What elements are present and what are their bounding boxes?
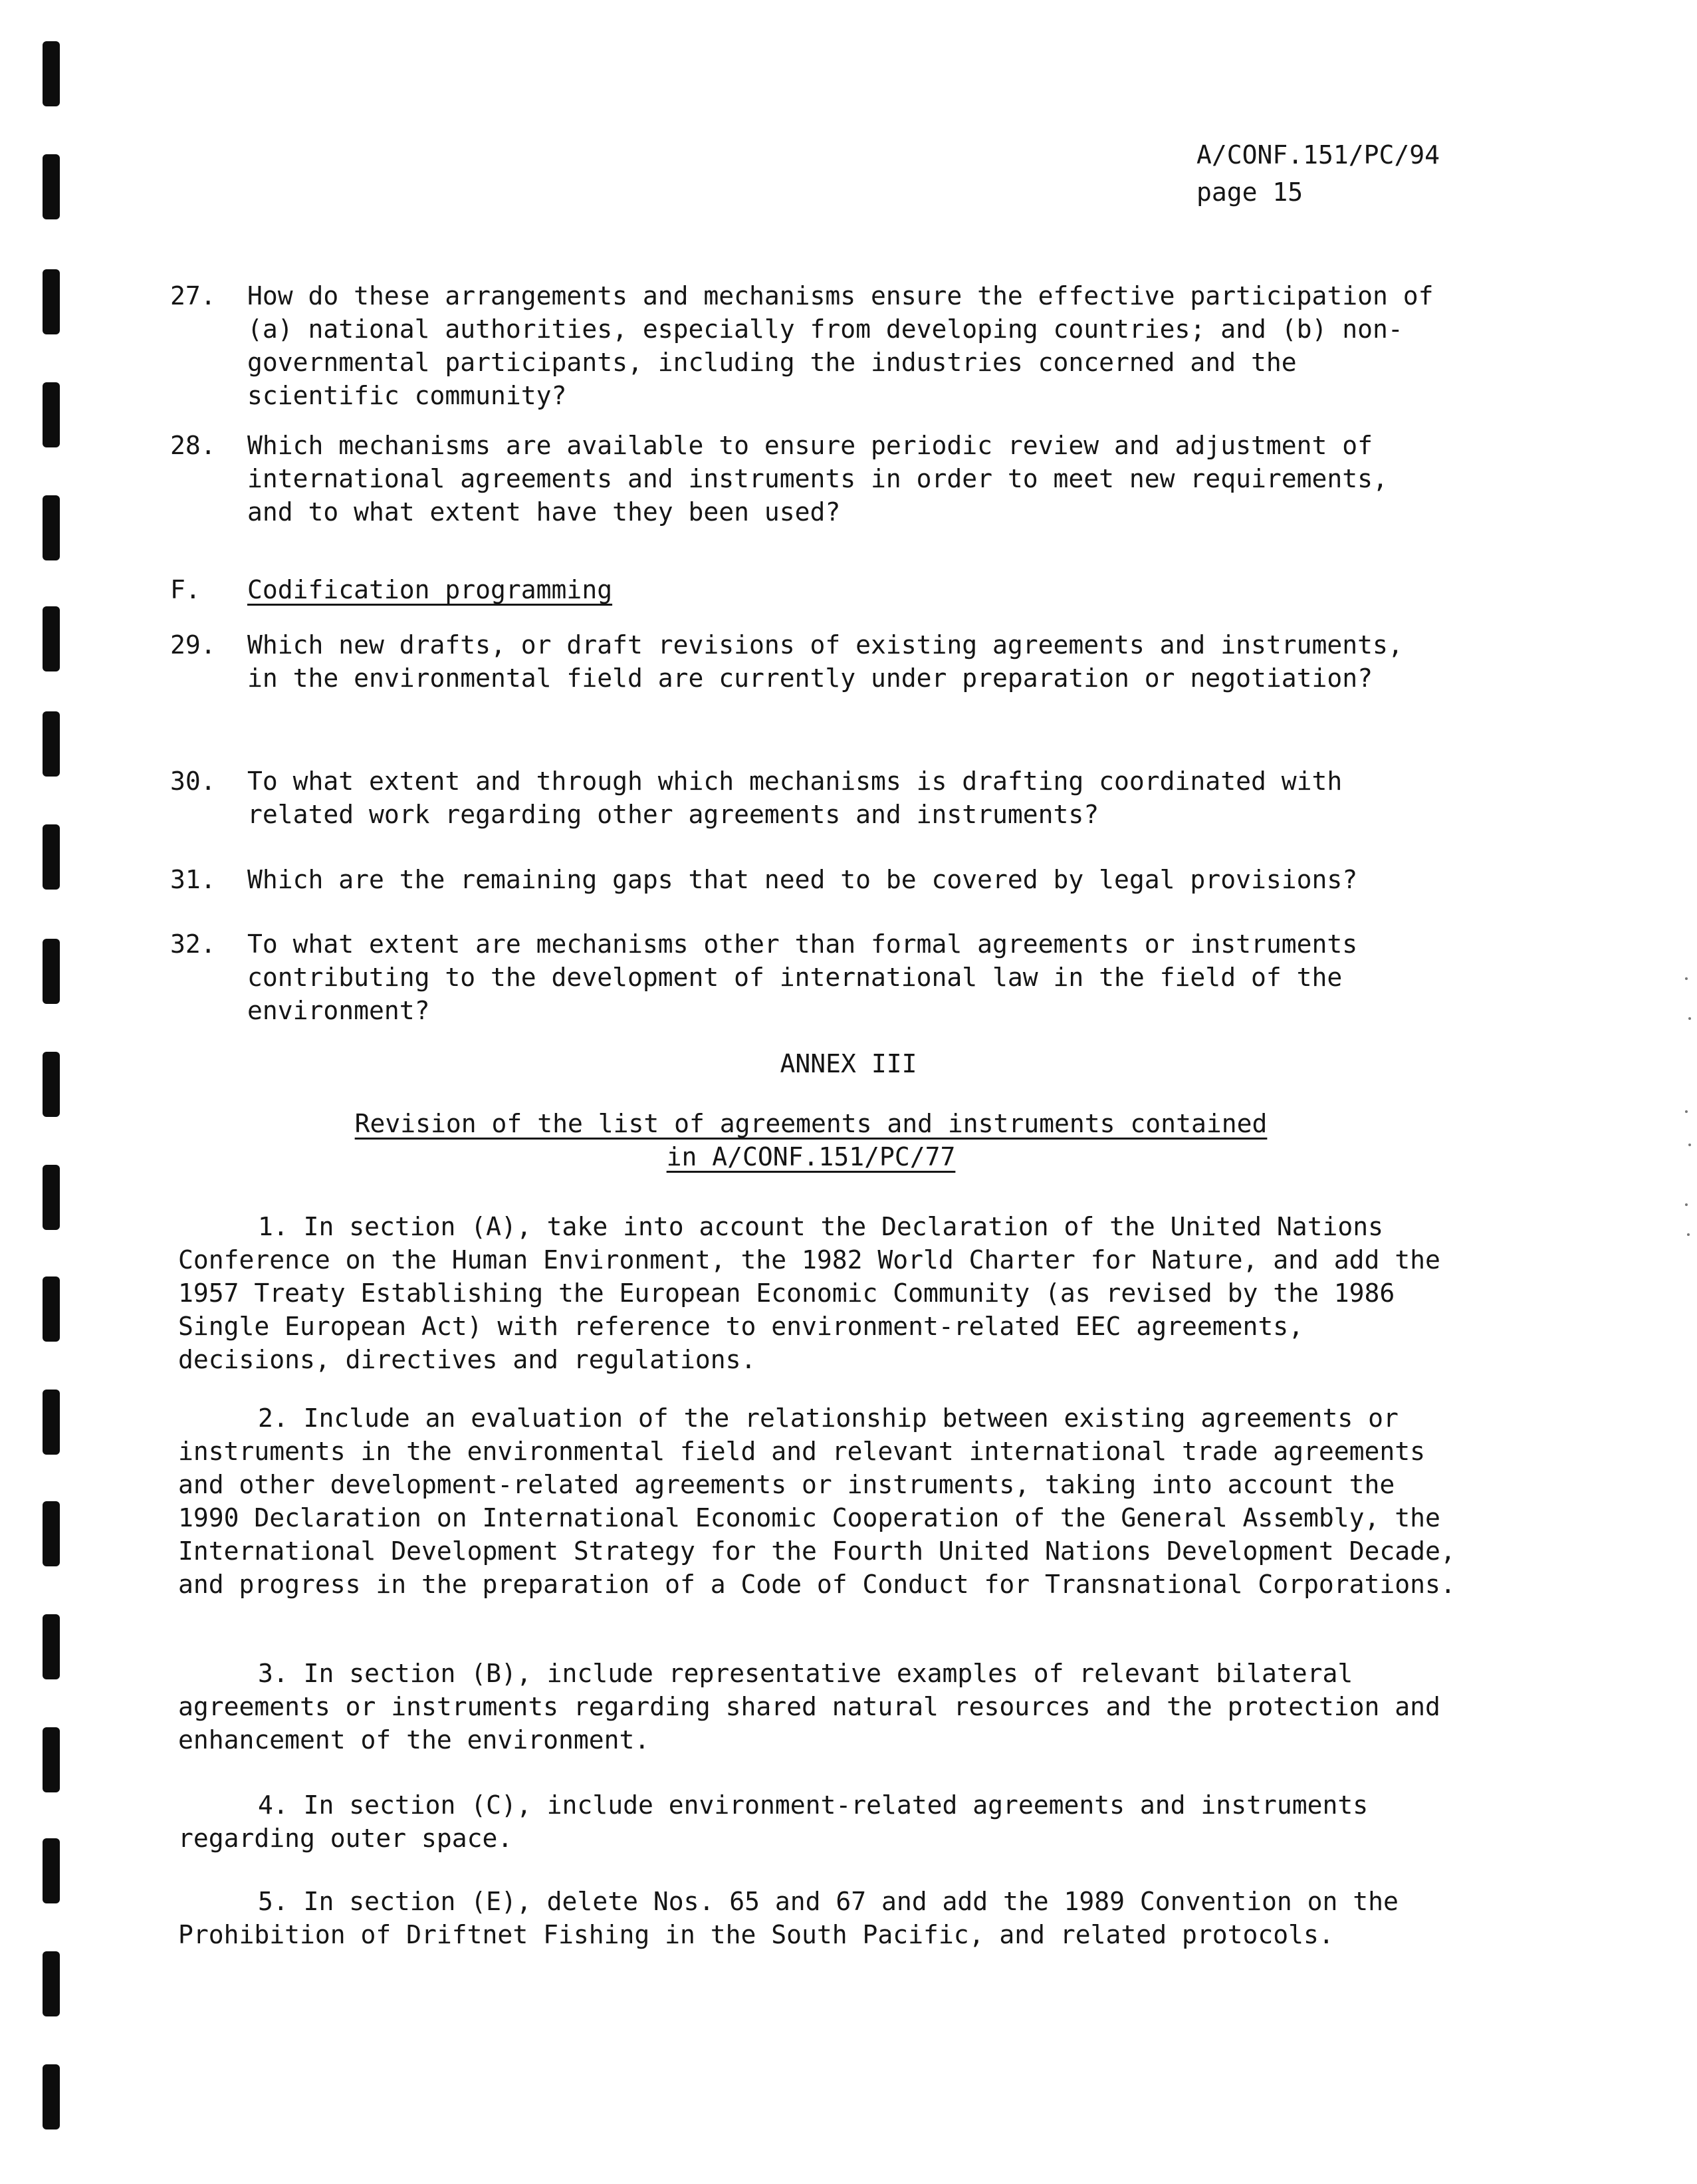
annex-subtitle-line2: in A/CONF.151/PC/77 — [666, 1142, 956, 1171]
binding-mark — [43, 382, 60, 447]
scan-speck — [1685, 977, 1688, 980]
scan-speck — [1688, 1144, 1691, 1146]
binding-mark — [43, 1727, 60, 1792]
question-text: Which new drafts, or draft revisions of existing agreements and instruments, in the environmental field are currently under preparation or negotiation? — [247, 630, 1403, 693]
binding-mark — [43, 269, 60, 334]
binding-mark — [43, 1838, 60, 1903]
document-header — [1196, 136, 1440, 211]
document-symbol: A/CONF.151/PC/94 — [1196, 140, 1440, 170]
binding-mark — [43, 1951, 60, 2016]
binding-mark — [43, 495, 60, 560]
question-number: 31. — [170, 865, 216, 894]
scan-speck — [1688, 1017, 1691, 1020]
binding-mark — [43, 824, 60, 890]
section-title: Codification programming — [247, 575, 613, 604]
page-number: page 15 — [1196, 178, 1303, 207]
question-number: 27. — [170, 281, 216, 310]
binding-mark — [43, 939, 60, 1004]
binding-mark — [43, 1614, 60, 1679]
annex-subtitle-line1: Revision of the list of agreements and instruments contained — [354, 1109, 1268, 1138]
binding-mark — [43, 1501, 60, 1566]
annex-paragraph: 4. In section (C), include environment-related agreements and instruments regarding outer space. — [178, 1790, 1369, 1853]
binding-mark — [43, 41, 60, 106]
question-number: 28. — [170, 431, 216, 460]
scan-speck — [1685, 1203, 1688, 1206]
annex-title: ANNEX III — [780, 1049, 917, 1078]
question-text: Which mechanisms are available to ensure periodic review and adjustment of international agreements and instruments in order to meet new requirements, and to what extent have they been used? — [247, 431, 1388, 527]
question-number: 32. — [170, 929, 216, 959]
scan-speck — [1685, 1110, 1688, 1113]
section-letter: F. — [170, 575, 201, 604]
binding-mark — [43, 1165, 60, 1230]
annex-paragraph: 1. In section (A), take into account the Declaration of the United Nations Conference on the Human Environment, the 1982 World Charter for Nature, and add the 1957 Treaty Establishing the European Economic Community (as revised by the 1986 Single European Act) with reference to environment-related EEC agreements, decisions, directives and regulations. — [178, 1212, 1440, 1374]
binding-mark — [43, 154, 60, 219]
annex-paragraph: 2. Include an evaluation of the relationship between existing agreements or instruments in the environmental field and relevant international trade agreements and other development-related agreements or instruments, taking into account the 1990 Declaration on International Economic Cooperation of the General Assembly, the International Development Strategy for the Fourth United Nations Development Decade, and progress in the preparation of a Code of Conduct for Transnational Corporations. — [178, 1403, 1456, 1599]
scan-speck — [1687, 1233, 1690, 1236]
binding-mark — [43, 1276, 60, 1342]
question-text: To what extent are mechanisms other than formal agreements or instruments contributing to the development of international law in the field of the environment? — [247, 929, 1358, 1025]
question-text: To what extent and through which mechanisms is drafting coordinated with related work regarding other agreements and instruments? — [247, 767, 1343, 829]
annex-paragraph: 3. In section (B), include representative examples of relevant bilateral agreements or instruments regarding shared natural resources and the protection and enhancement of the environment. — [178, 1659, 1440, 1755]
binding-mark — [43, 606, 60, 671]
binding-mark — [43, 711, 60, 777]
annex-paragraph: 5. In section (E), delete Nos. 65 and 67 and add the 1989 Convention on the Prohibition of Driftnet Fishing in the South Pacific, and related protocols. — [178, 1887, 1399, 1949]
question-text: How do these arrangements and mechanisms ensure the effective participation of (a) national authorities, especially from developing countries; and (b) non-governmental participants, including the industries concerned and the scientific community? — [247, 281, 1434, 410]
question-number: 30. — [170, 767, 216, 796]
binding-mark — [43, 1390, 60, 1455]
question-text: Which are the remaining gaps that need to be covered by legal provisions? — [247, 865, 1358, 894]
binding-mark — [43, 2064, 60, 2129]
question-number: 29. — [170, 630, 216, 660]
